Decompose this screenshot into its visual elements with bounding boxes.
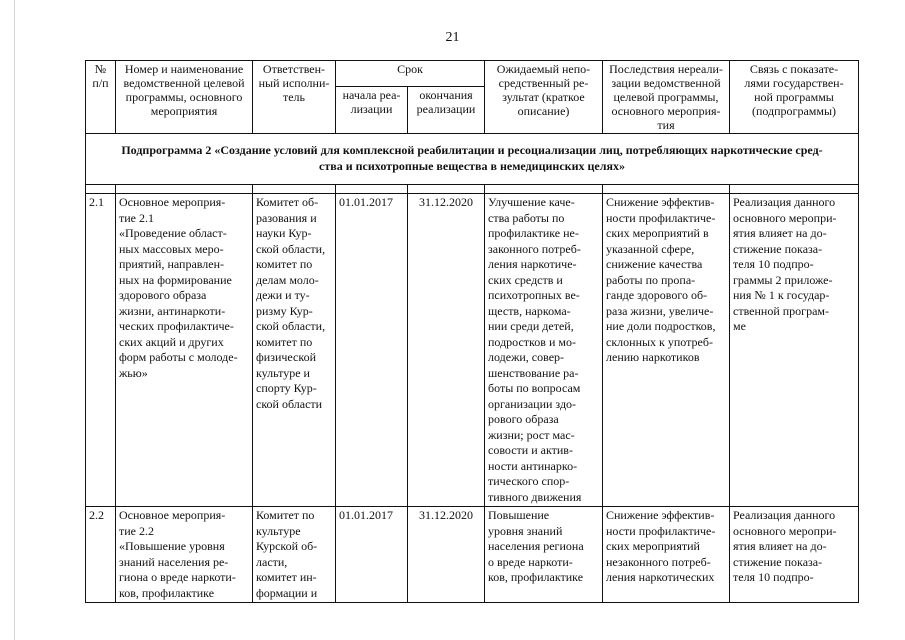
cell-text-line: Ожидаемый непо- bbox=[496, 62, 591, 76]
row-start-date: 01.01.2017 bbox=[336, 507, 408, 603]
cell-text-line: снижение качества bbox=[606, 257, 703, 271]
program-table bbox=[85, 60, 859, 603]
cell-text-line: ности профилактиче- bbox=[606, 210, 716, 225]
cell-text-line: теля 10 подпро- bbox=[733, 570, 814, 584]
cell-text-line: Снижение эффектив- bbox=[606, 195, 715, 209]
cell-text-line: основного мероприя- bbox=[611, 104, 721, 118]
header-term: Срок bbox=[336, 61, 485, 87]
cell-text-line: Комитет по bbox=[256, 508, 315, 522]
cell-text-line: лодежи, совер- bbox=[488, 350, 565, 364]
cell-text-line: боты по вопросам bbox=[488, 381, 581, 395]
cell-text-line: ков, профилактике bbox=[119, 585, 215, 600]
cell-text-line: ганде здорового об- bbox=[606, 288, 708, 302]
row-name bbox=[116, 507, 253, 603]
cell-text-line: подростков и мо- bbox=[488, 334, 576, 349]
cell-text-line: ществ, наркома- bbox=[488, 303, 571, 318]
subprogram-row bbox=[86, 134, 859, 185]
cell-text-line: комитет ин- bbox=[256, 570, 317, 584]
cell-text-line: ственной програм- bbox=[733, 303, 830, 318]
cell-text-line: жью» bbox=[119, 365, 148, 380]
cell-text-line: ности антинарко- bbox=[488, 458, 578, 473]
cell-text-line: основного меропри- bbox=[733, 210, 837, 225]
cell-text-line: граммы 2 приложе- bbox=[733, 272, 833, 287]
cell-text-line: Связь с показате- bbox=[749, 62, 839, 76]
cell-text-line: целевой программы, bbox=[613, 90, 719, 104]
row-indicator-link bbox=[730, 507, 859, 603]
cell-text-line: «Проведение област- bbox=[119, 226, 227, 240]
cell-text-line: комитет по bbox=[256, 334, 313, 349]
spacer-cell bbox=[336, 185, 408, 194]
cell-text-line: культуре bbox=[256, 523, 301, 538]
cell-text-line: ности профилактиче- bbox=[606, 523, 716, 538]
cell-text-line: ятия влияет на до- bbox=[733, 539, 827, 553]
cell-text-line: Основное мероприя- bbox=[119, 195, 226, 209]
row-name bbox=[116, 194, 253, 507]
header-indicator-link bbox=[730, 61, 859, 134]
header-executor bbox=[253, 61, 336, 134]
cell-text-line: зации ведомственной bbox=[611, 76, 721, 90]
cell-text-line: ской области, bbox=[256, 319, 326, 333]
table-row bbox=[86, 507, 859, 603]
spacer-cell bbox=[86, 185, 116, 194]
row-number: 2.1 bbox=[86, 194, 116, 507]
cell-text-line: физической bbox=[256, 350, 316, 364]
cell-text-line: населения региона bbox=[488, 539, 584, 553]
spacer-cell bbox=[730, 185, 859, 194]
cell-text-line: организации здо- bbox=[488, 396, 577, 411]
cell-text-line: жизни, антинаркоти- bbox=[119, 303, 226, 318]
cell-text-line: ской области bbox=[256, 396, 323, 411]
subprogram-title-line: ства и психотропные вещества в немедицинских целях» bbox=[319, 159, 625, 173]
cell-text-line: зультат (краткое bbox=[502, 90, 585, 104]
cell-text-line: лизации bbox=[350, 101, 393, 116]
row-start-date: 01.01.2017 bbox=[336, 194, 408, 507]
cell-text-line: спорту Кур- bbox=[256, 381, 317, 395]
cell-text-line: Основное мероприя- bbox=[119, 508, 226, 522]
page-number: 21 bbox=[445, 30, 460, 45]
cell-text-line: незаконного потреб- bbox=[606, 554, 711, 569]
row-consequences bbox=[603, 507, 730, 603]
cell-text-line: ных на формирование bbox=[119, 272, 232, 287]
cell-text-line: науки Кур- bbox=[256, 226, 312, 240]
cell-text-line: формации и bbox=[256, 585, 318, 600]
row-expected-result bbox=[485, 194, 603, 507]
cell-text-line: начала реа- bbox=[342, 87, 401, 102]
cell-text-line: основного меропри- bbox=[733, 523, 837, 538]
header-name bbox=[116, 61, 253, 134]
spacer-cell bbox=[253, 185, 336, 194]
cell-text-line: раза жизни, увеличе- bbox=[606, 303, 714, 318]
cell-text-line: Улучшение каче- bbox=[488, 195, 575, 209]
header-consequences bbox=[603, 61, 730, 134]
cell-text-line: тие 2.2 bbox=[119, 523, 154, 538]
subprogram-title bbox=[86, 134, 859, 185]
page-edge-line bbox=[14, 0, 15, 640]
cell-text-line: средственный ре- bbox=[498, 76, 589, 90]
cell-text-line: дежи и ту- bbox=[256, 288, 310, 302]
cell-text-line: разования и bbox=[256, 210, 317, 225]
cell-text-line: Номер и наименование bbox=[124, 62, 244, 76]
cell-text-line: работы по пропа- bbox=[606, 272, 696, 287]
cell-text-line: гиона о вреде наркоти- bbox=[119, 570, 236, 584]
row-executor bbox=[253, 507, 336, 603]
cell-text-line: ства работы по bbox=[488, 210, 565, 225]
cell-text-line: ведомственной целевой bbox=[123, 76, 245, 90]
cell-text-line: законного потреб- bbox=[488, 241, 581, 256]
spacer-cell bbox=[116, 185, 253, 194]
cell-text-line: Реализация данного bbox=[733, 508, 836, 522]
cell-text-line: шенствование ра- bbox=[488, 365, 579, 380]
cell-text-line: ков, профилактике bbox=[488, 570, 584, 584]
cell-text-line: ских мероприятий bbox=[606, 539, 700, 553]
cell-text-line: ления наркотиче- bbox=[488, 257, 577, 271]
cell-text-line: форм работы с молоде- bbox=[119, 350, 238, 364]
cell-text-line: ный исполни- bbox=[258, 76, 330, 90]
spacer-cell bbox=[485, 185, 603, 194]
cell-text-line: п/п bbox=[92, 76, 109, 90]
table-header-row bbox=[86, 61, 859, 87]
cell-text-line: комитет по bbox=[256, 257, 313, 271]
spacer-cell bbox=[408, 185, 485, 194]
table-row bbox=[86, 194, 859, 507]
cell-text-line: приятий, направлен- bbox=[119, 257, 225, 271]
cell-text-line: тия bbox=[657, 118, 675, 132]
cell-text-line: тического спор- bbox=[488, 474, 570, 488]
cell-text-line: знаний населения ре- bbox=[119, 554, 229, 569]
cell-text-line: Последствия нереали- bbox=[609, 62, 723, 76]
cell-text-line: ния № 1 к государ- bbox=[733, 288, 830, 302]
cell-text-line: ризму Кур- bbox=[256, 303, 313, 318]
row-end-date: 31.12.2020 bbox=[408, 194, 485, 507]
cell-text-line: тивного движения bbox=[488, 489, 582, 504]
cell-text-line: ной программы bbox=[754, 90, 834, 104]
cell-text-line: рового образа bbox=[488, 412, 559, 426]
row-executor bbox=[253, 194, 336, 507]
header-expected-result bbox=[485, 61, 603, 134]
row-number: 2.2 bbox=[86, 507, 116, 603]
cell-text-line: Повышение bbox=[488, 508, 550, 522]
cell-text-line: ных массовых меро- bbox=[119, 241, 224, 256]
row-end-date: 31.12.2020 bbox=[408, 507, 485, 603]
cell-text-line: Ответствен- bbox=[262, 62, 326, 76]
spacer-cell bbox=[603, 185, 730, 194]
cell-text-line: ской области, bbox=[256, 241, 326, 256]
cell-text-line: ятия влияет на до- bbox=[733, 226, 827, 240]
cell-text-line: «Повышение уровня bbox=[119, 539, 225, 553]
spacer-row bbox=[86, 185, 859, 194]
cell-text-line: ских акций и других bbox=[119, 334, 224, 349]
cell-text-line: ских средств и bbox=[488, 272, 563, 287]
subprogram-title-line: Подпрограмма 2 «Создание условий для комплексной реабилитации и ресоциализации лиц, потребляющих наркотические сред- bbox=[121, 143, 823, 157]
cell-text-line: жизни; рост мас- bbox=[488, 427, 575, 442]
cell-text-line: мероприятия bbox=[150, 104, 218, 118]
cell-text-line: описание) bbox=[517, 104, 570, 118]
cell-text-line: (подпрограммы) bbox=[751, 104, 837, 118]
cell-text-line: указанной сфере, bbox=[606, 241, 695, 256]
header-number bbox=[86, 61, 116, 134]
row-indicator-link bbox=[730, 194, 859, 507]
cell-text-line: ние доли подростков, bbox=[606, 319, 716, 333]
cell-text-line: культуре и bbox=[256, 365, 310, 380]
cell-text-line: Реализация данного bbox=[733, 195, 836, 209]
cell-text-line: Курской об- bbox=[256, 539, 318, 553]
cell-text-line: нии среди детей, bbox=[488, 319, 574, 333]
cell-text-line: здорового образа bbox=[119, 288, 207, 302]
cell-text-line: совости и актив- bbox=[488, 443, 573, 457]
cell-text-line: стижение показа- bbox=[733, 554, 823, 569]
cell-text-line: о вреде наркоти- bbox=[488, 554, 573, 569]
row-consequences bbox=[603, 194, 730, 507]
cell-text-line: окончания bbox=[419, 87, 473, 102]
cell-text-line: ских мероприятий в bbox=[606, 226, 709, 240]
cell-text-line: лению наркотиков bbox=[606, 350, 700, 364]
cell-text-line: тие 2.1 bbox=[119, 210, 154, 225]
cell-text-line: ме bbox=[733, 319, 746, 333]
cell-text-line: уровня знаний bbox=[488, 523, 563, 538]
cell-text-line: профилактике не- bbox=[488, 226, 579, 240]
cell-text-line: теля 10 подпро- bbox=[733, 257, 814, 271]
cell-text-line: тель bbox=[282, 90, 306, 104]
cell-text-line: ления наркотических bbox=[606, 570, 715, 584]
cell-text-line: ласти, bbox=[256, 554, 288, 569]
cell-text-line: программы, основного bbox=[125, 90, 243, 104]
cell-text-line: делам моло- bbox=[256, 272, 319, 287]
cell-text-line: склонных к употреб- bbox=[606, 334, 713, 349]
cell-text-line: реализации bbox=[416, 101, 476, 116]
cell-text-line: лями государствен- bbox=[744, 76, 844, 90]
cell-text-line: Снижение эффектив- bbox=[606, 508, 715, 522]
cell-text-line: психотропных ве- bbox=[488, 288, 580, 302]
cell-text-line: Комитет об- bbox=[256, 195, 319, 209]
header-start bbox=[336, 86, 408, 133]
cell-text-line: стижение показа- bbox=[733, 241, 823, 256]
header-end bbox=[408, 86, 485, 133]
cell-text-line: ческих профилактиче- bbox=[119, 319, 234, 333]
cell-text-line: № bbox=[94, 62, 107, 76]
row-expected-result bbox=[485, 507, 603, 603]
